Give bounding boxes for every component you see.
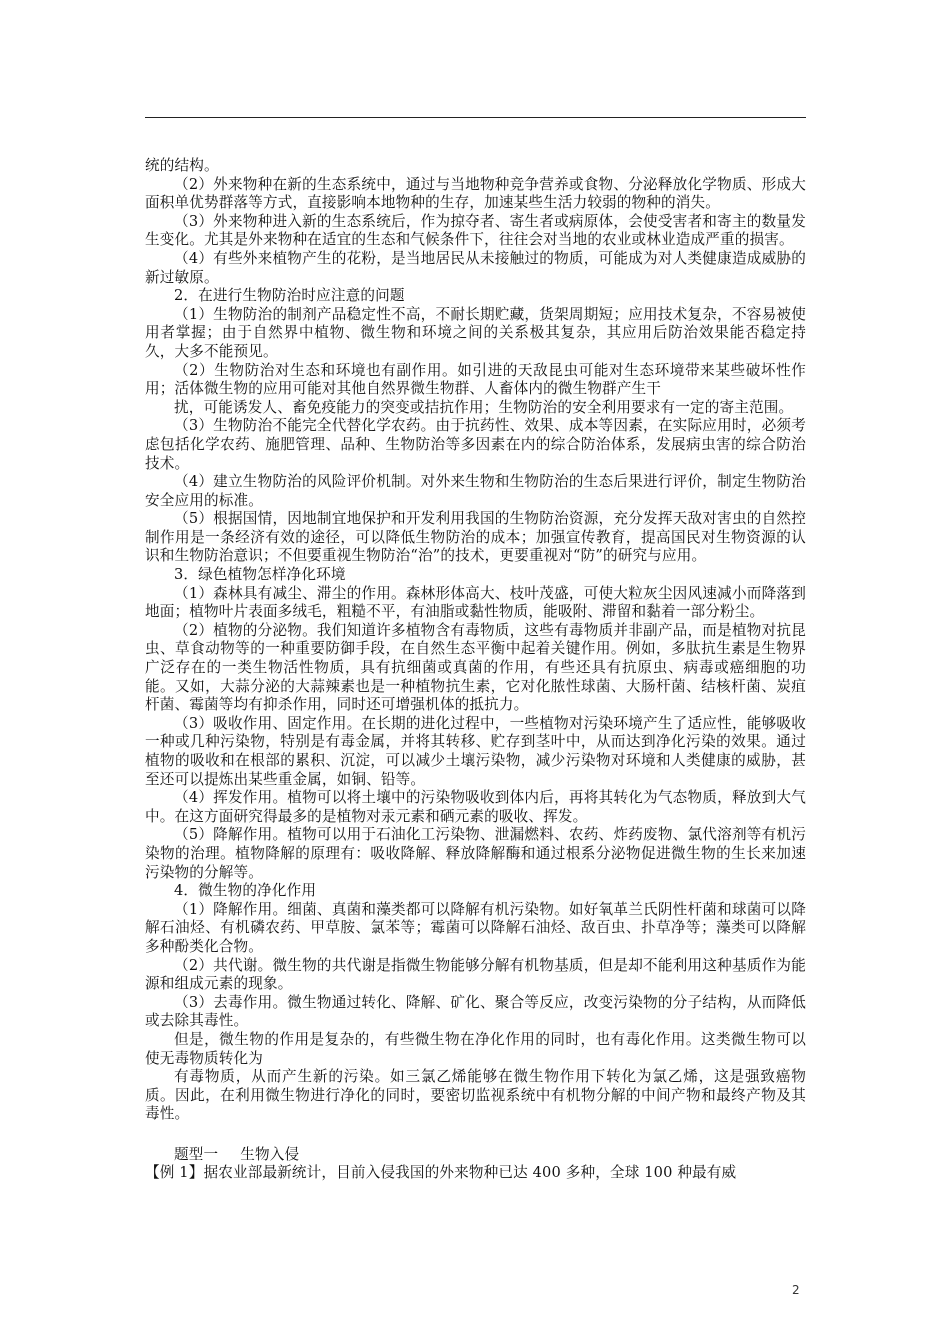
- paragraph: （2）共代谢。微生物的共代谢是指微生物能够分解有机物基质，但是却不能利用这种基质作为能源和组成元素的现象。: [145, 956, 806, 993]
- paragraph: （3）去毒作用。微生物通过转化、降解、矿化、聚合等反应，改变污染物的分子结构，从而降低或去除其毒性。: [145, 993, 806, 1030]
- paragraph: （2）外来物种在新的生态系统中，通过与当地物种竞争营养或食物、分泌释放化学物质、形成大面积单优势群落等方式，直接影响本地物种的生存，加速某些生活力较弱的物种的消失。: [145, 175, 806, 212]
- question-type-heading: [145, 1146, 806, 1165]
- header-rule: [145, 117, 806, 118]
- paragraph: （5）根据国情，因地制宜地保护和开发利用我国的生物防治资源，充分发挥天敌对害虫的自然控制作用是一条经济有效的途径，可以降低生物防治的成本；加强宣传教育，提高国民对生物资源的认识和生物防治意识；不但要重视生物防治“治”的技术，更要重视对“防”的研究与应用。: [145, 510, 806, 565]
- paragraph: （4）有些外来植物产生的花粉，是当地居民从未接触过的物质，可能成为对人类健康造成威胁的新过敏原。: [145, 249, 806, 286]
- paragraph: （3）外来物种进入新的生态系统后，作为掠夺者、寄生者或病原体，会使受害者和寄主的数量发生变化。尤其是外来物种在适宜的生态和气候条件下，往往会对当地的农业或林业造成严重的损害。: [145, 212, 806, 249]
- question-type-label: 题型一: [174, 1145, 219, 1163]
- paragraph: （1）森林具有减尘、滞尘的作用。森林形体高大、枝叶茂盛，可使大粒灰尘因风速减小而降落到地面；植物叶片表面多绒毛，粗糙不平，有油脂或黏性物质，能吸附、滞留和黏着一部分粉尘。: [145, 584, 806, 621]
- example-paragraph: [145, 1164, 806, 1183]
- paragraph: 统的结构。: [145, 157, 219, 174]
- page-number: 2: [792, 1283, 800, 1297]
- document-body: [145, 157, 806, 1183]
- paragraph: （2）生物防治对生态和环境也有副作用。如引进的天敌昆虫可能对生态环境带来某些破坏性作用；活体微生物的应用可能对其他自然界微生物群、人畜体内的微生物群产生干: [145, 361, 806, 398]
- example-tag: 【例 1】: [145, 1164, 204, 1182]
- example-text: 据农业部最新统计，目前入侵我国的外来物种已达 400 多种，全球 100 种最有威: [203, 1164, 737, 1182]
- paragraph: （1）降解作用。细菌、真菌和藻类都可以降解有机污染物。如好氧革兰氏阴性杆菌和球菌可以降解石油烃、有机磷农药、甲草胺、氯苯等；霉菌可以降解石油烃、敌百虫、扑草净等；藻类可以降解多种酚类化合物。: [145, 900, 806, 955]
- paragraph: （3）生物防治不能完全代替化学农药。由于抗药性、效果、成本等因素，在实际应用时，必须考虑包括化学农药、施肥管理、品种、生物防治等多因素在内的综合防治体系，发展病虫害的综合防治技术。: [145, 417, 806, 472]
- section-heading: 3．绿色植物怎样净化环境: [174, 566, 346, 584]
- paragraph: （1）生物防治的制剂产品稳定性不高，不耐长期贮藏，货架周期短；应用技术复杂，不容易被使用者掌握；由于自然界中植物、微生物和环境之间的关系极其复杂，其应用后防治效果能否稳定持久，大多不能预见。: [145, 305, 806, 360]
- paragraph: （3）吸收作用、固定作用。在长期的进化过程中，一些植物对污染环境产生了适应性，能够吸收一种或几种污染物，特别是有毒金属，并将其转移、贮存到茎叶中，从而达到净化污染的效果。通过植物的吸收和在根部的累积、沉淀，可以减少土壤污染物，减少污染物对环境和人类健康的威胁，甚至还可以提炼出某些重金属，如铜、铅等。: [145, 714, 806, 788]
- paragraph: 有毒物质，从而产生新的污染。如三氯乙烯能够在微生物作用下转化为氯乙烯，这是强致癌物质。因此，在利用微生物进行净化的同时，要密切监视系统中有机物分解的中间产物和最终产物及其毒性。: [145, 1068, 806, 1123]
- paragraph: （4）建立生物防治的风险评价机制。对外来生物和生物防治的生态后果进行评价，制定生物防治安全应用的标准。: [145, 473, 806, 509]
- paragraph: 扰，可能诱发人、畜免疫能力的突变或拮抗作用；生物防治的安全利用要求有一定的寄主范围。: [174, 398, 794, 416]
- paragraph: 但是，微生物的作用是复杂的，有些微生物在净化作用的同时，也有毒化作用。这类微生物可以使无毒物质转化为: [145, 1030, 806, 1067]
- paragraph: （4）挥发作用。植物可以将土壤中的污染物吸收到体内后，再将其转化为气态物质，释放到大气中。在这方面研究得最多的是植物对汞元素和硒元素的吸收、挥发。: [145, 789, 806, 825]
- question-type-title: 生物入侵: [240, 1145, 300, 1163]
- section-gap: [145, 1124, 806, 1146]
- section-heading: 4．微生物的净化作用: [174, 882, 317, 900]
- paragraph-list: [145, 157, 806, 1124]
- section-heading: 2．在进行生物防治时应注意的问题: [174, 287, 405, 305]
- paragraph: （5）降解作用。植物可以用于石油化工污染物、泄漏燃料、农药、炸药废物、氯代溶剂等有机污染物的治理。植物降解的原理有：吸收降解、释放降解酶和通过根系分泌物促进微生物的生长来加速污染物的分解等。: [145, 826, 806, 881]
- paragraph: （2）植物的分泌物。我们知道许多植物含有毒物质，这些有毒物质并非副产品，而是植物对抗昆虫、草食动物等的一种重要防御手段，在自然生态平衡中起着关键作用。例如，多肽抗生素是生物界广泛存在的一类生物活性物质，具有抗细菌或真菌的作用，有些还具有抗原虫、病毒或癌细胞的功能。又如，大蒜分泌的大蒜辣素也是一种植物抗生素，它对化脓性球菌、大肠杆菌、结核杆菌、炭疽杆菌、霉菌等均有抑杀作用，同时还可增强机体的抵抗力。: [145, 621, 806, 714]
